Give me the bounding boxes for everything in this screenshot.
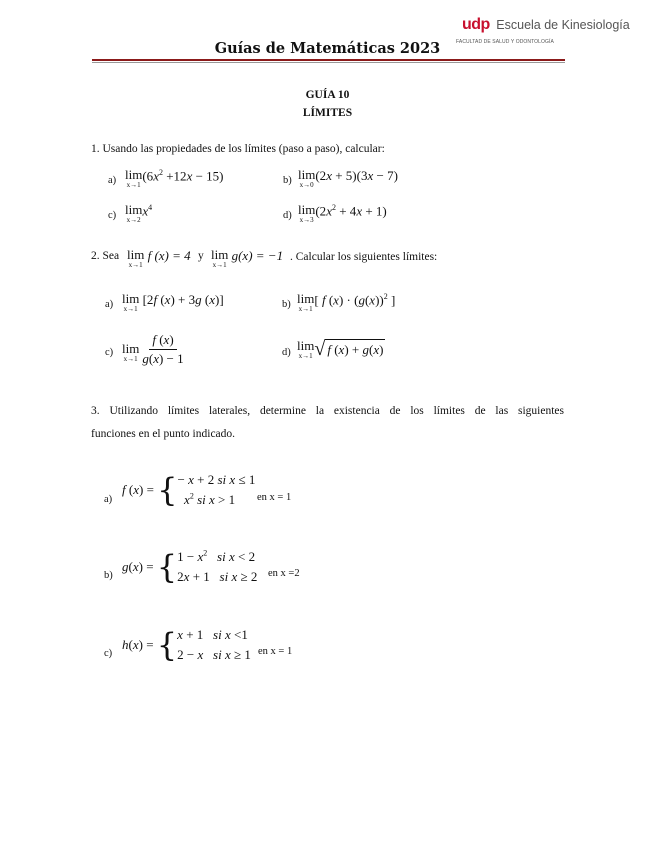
q2-given-g-text: g(x) = −1 xyxy=(231,248,284,263)
q1-c-label: c) xyxy=(108,210,117,221)
q3-b-note: en x =2 xyxy=(268,568,300,579)
q1-d-label: d) xyxy=(283,210,292,221)
q2-given-g: lim x→1 g(x) = −1 xyxy=(211,247,284,269)
logo-brand: udp xyxy=(462,16,490,33)
q2-a-label: a) xyxy=(105,299,114,310)
q3-a-function: f (x) = { − x + 2 si x ≤ 1 $x^2$ si x > 1 xyxy=(122,470,256,509)
logo-faculty: FACULTAD DE SALUD Y ODONTOLOGÍA xyxy=(456,39,554,45)
q2-a-expression: lim x→1 [2f (x) + 3g (x)] xyxy=(122,291,224,313)
q1-b-expression: lim x→0 (2x + 5)(3x − 7) xyxy=(298,167,398,189)
q2-c-label: c) xyxy=(105,347,114,358)
q2-given-f: lim x→1 f (x) = 4 xyxy=(127,247,191,269)
q3-b-function: g(x) = { $1 - x^2$ si x < 2 2x + 1 si x ≥ 2 xyxy=(122,547,258,586)
header-rule xyxy=(92,59,565,61)
page-header-title: Guías de Matemáticas 2023 xyxy=(214,40,441,57)
q1-b-label: b) xyxy=(283,175,292,186)
q3-prompt-line2: funciones en el punto indicado. xyxy=(91,428,236,440)
q2-c-expression: lim x→1 $\frac{f (x)}{g(x) - 1}$ xyxy=(122,332,184,366)
guide-topic: LÍMITES xyxy=(302,107,353,119)
header-rule-thin xyxy=(92,62,565,63)
q3-a-label: a) xyxy=(104,494,113,505)
q2-prompt-end: . Calcular los siguientes límites: xyxy=(290,251,438,263)
q2-d-expression: lim x→1 √ f (x) + g(x) xyxy=(297,338,384,360)
q1-a-label: a) xyxy=(108,175,117,186)
q2-d-label: d) xyxy=(282,347,291,358)
q1-d-expression: lim x→3 $(2x^2 + 4x + 1)$ xyxy=(298,202,387,224)
q1-a-expression: lim x→1 $(6x^2 +12x - 15)$ xyxy=(125,167,224,189)
udp-logo xyxy=(462,16,630,34)
q3-a-note: en x = 1 xyxy=(257,492,292,503)
q3-c-function: h(x) = { x + 1 si x <1 2 − x si x ≥ 1 xyxy=(122,625,251,664)
q3-c-note: en x = 1 xyxy=(258,646,293,657)
guide-number: GUÍA 10 xyxy=(305,89,350,101)
q1-prompt: 1. Usando las propiedades de los límites (paso a paso), calcular: xyxy=(91,143,385,155)
logo-school-name: Escuela de Kinesiología xyxy=(496,18,630,32)
q2-b-expression: lim x→1 [ f $(x) \cdot (g(x))^2$ ] xyxy=(297,291,396,313)
q2-connector: y xyxy=(198,250,204,262)
q3-b-label: b) xyxy=(104,570,113,581)
q2-b-label: b) xyxy=(282,299,291,310)
q3-c-label: c) xyxy=(104,648,113,659)
q2-given-f-text: f (x) = 4 xyxy=(147,248,191,263)
q3-prompt-line1: 3. Utilizando límites laterales, determine la existencia de los límites de las siguientes xyxy=(91,405,564,417)
q2-prompt-start: 2. Sea xyxy=(91,250,120,262)
q1-c-expression: lim x→2 $x^4$ xyxy=(125,202,153,224)
